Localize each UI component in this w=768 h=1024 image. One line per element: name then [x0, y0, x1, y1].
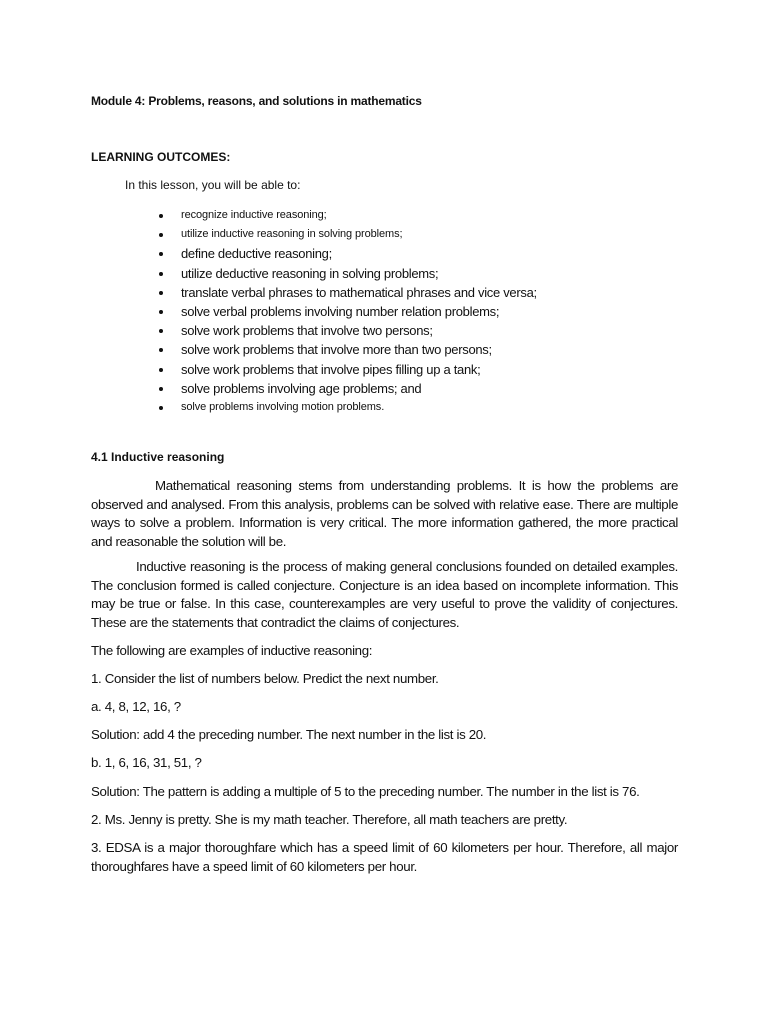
example-1-prompt: 1. Consider the list of numbers below. Predict the next number.: [91, 671, 439, 686]
paragraph: Mathematical reasoning stems from understanding problems. It is how the problems are observed and analysed. From this analysis, problems can be solved with relative ease. There are multiple ways to solve a problem. Information is very critical. The more information gathered, the more practical and reasonable the solution will be.: [91, 478, 678, 549]
example-1b: b. 1, 6, 16, 31, 51, ?: [91, 755, 202, 770]
examples-intro: The following are examples of inductive reasoning:: [91, 643, 373, 658]
list-item: translate verbal phrases to mathematical phrases and vice versa;: [158, 283, 638, 302]
list-item: define deductive reasoning;: [158, 244, 638, 263]
list-item: recognize inductive reasoning;: [158, 206, 638, 225]
learning-outcomes-heading: LEARNING OUTCOMES:: [91, 150, 231, 164]
list-item: solve work problems that involve pipes filling up a tank;: [158, 360, 638, 379]
example-2: 2. Ms. Jenny is pretty. She is my math teacher. Therefore, all math teachers are pretty.: [91, 812, 568, 827]
example-1b-solution: Solution: The pattern is adding a multiple of 5 to the preceding number. The number in the list is 76.: [91, 784, 640, 799]
example-3: 3. EDSA is a major thoroughfare which has a speed limit of 60 kilometers per hour. Therefore, all major thoroughfares have a speed limit of 60 kilometers per hour.: [91, 840, 678, 874]
section-heading: 4.1 Inductive reasoning: [91, 450, 225, 464]
list-item: solve work problems that involve two persons;: [158, 321, 638, 340]
list-item: solve work problems that involve more than two persons;: [158, 340, 638, 359]
module-title: Module 4: Problems, reasons, and solutions in mathematics: [91, 94, 422, 108]
example-1a: a. 4, 8, 12, 16, ?: [91, 699, 181, 714]
list-item: solve problems involving motion problems.: [158, 398, 638, 417]
learning-outcomes-list: [158, 206, 638, 417]
list-item: solve verbal problems involving number relation problems;: [158, 302, 638, 321]
list-item: solve problems involving age problems; and: [158, 379, 638, 398]
example-1a-solution: Solution: add 4 the preceding number. The next number in the list is 20.: [91, 727, 487, 742]
paragraph: Inductive reasoning is the process of making general conclusions founded on detailed examples. The conclusion formed is called conjecture. Conjecture is an idea based on incomplete information. This may be true or false. In this case, counterexamples are very useful to prove the validity of conjectures. These are the statements that contradict the claims of conjectures.: [91, 559, 678, 630]
list-item: utilize deductive reasoning in solving problems;: [158, 264, 638, 283]
list-item: utilize inductive reasoning in solving problems;: [158, 225, 638, 244]
learning-outcomes-intro: In this lesson, you will be able to:: [125, 178, 301, 192]
